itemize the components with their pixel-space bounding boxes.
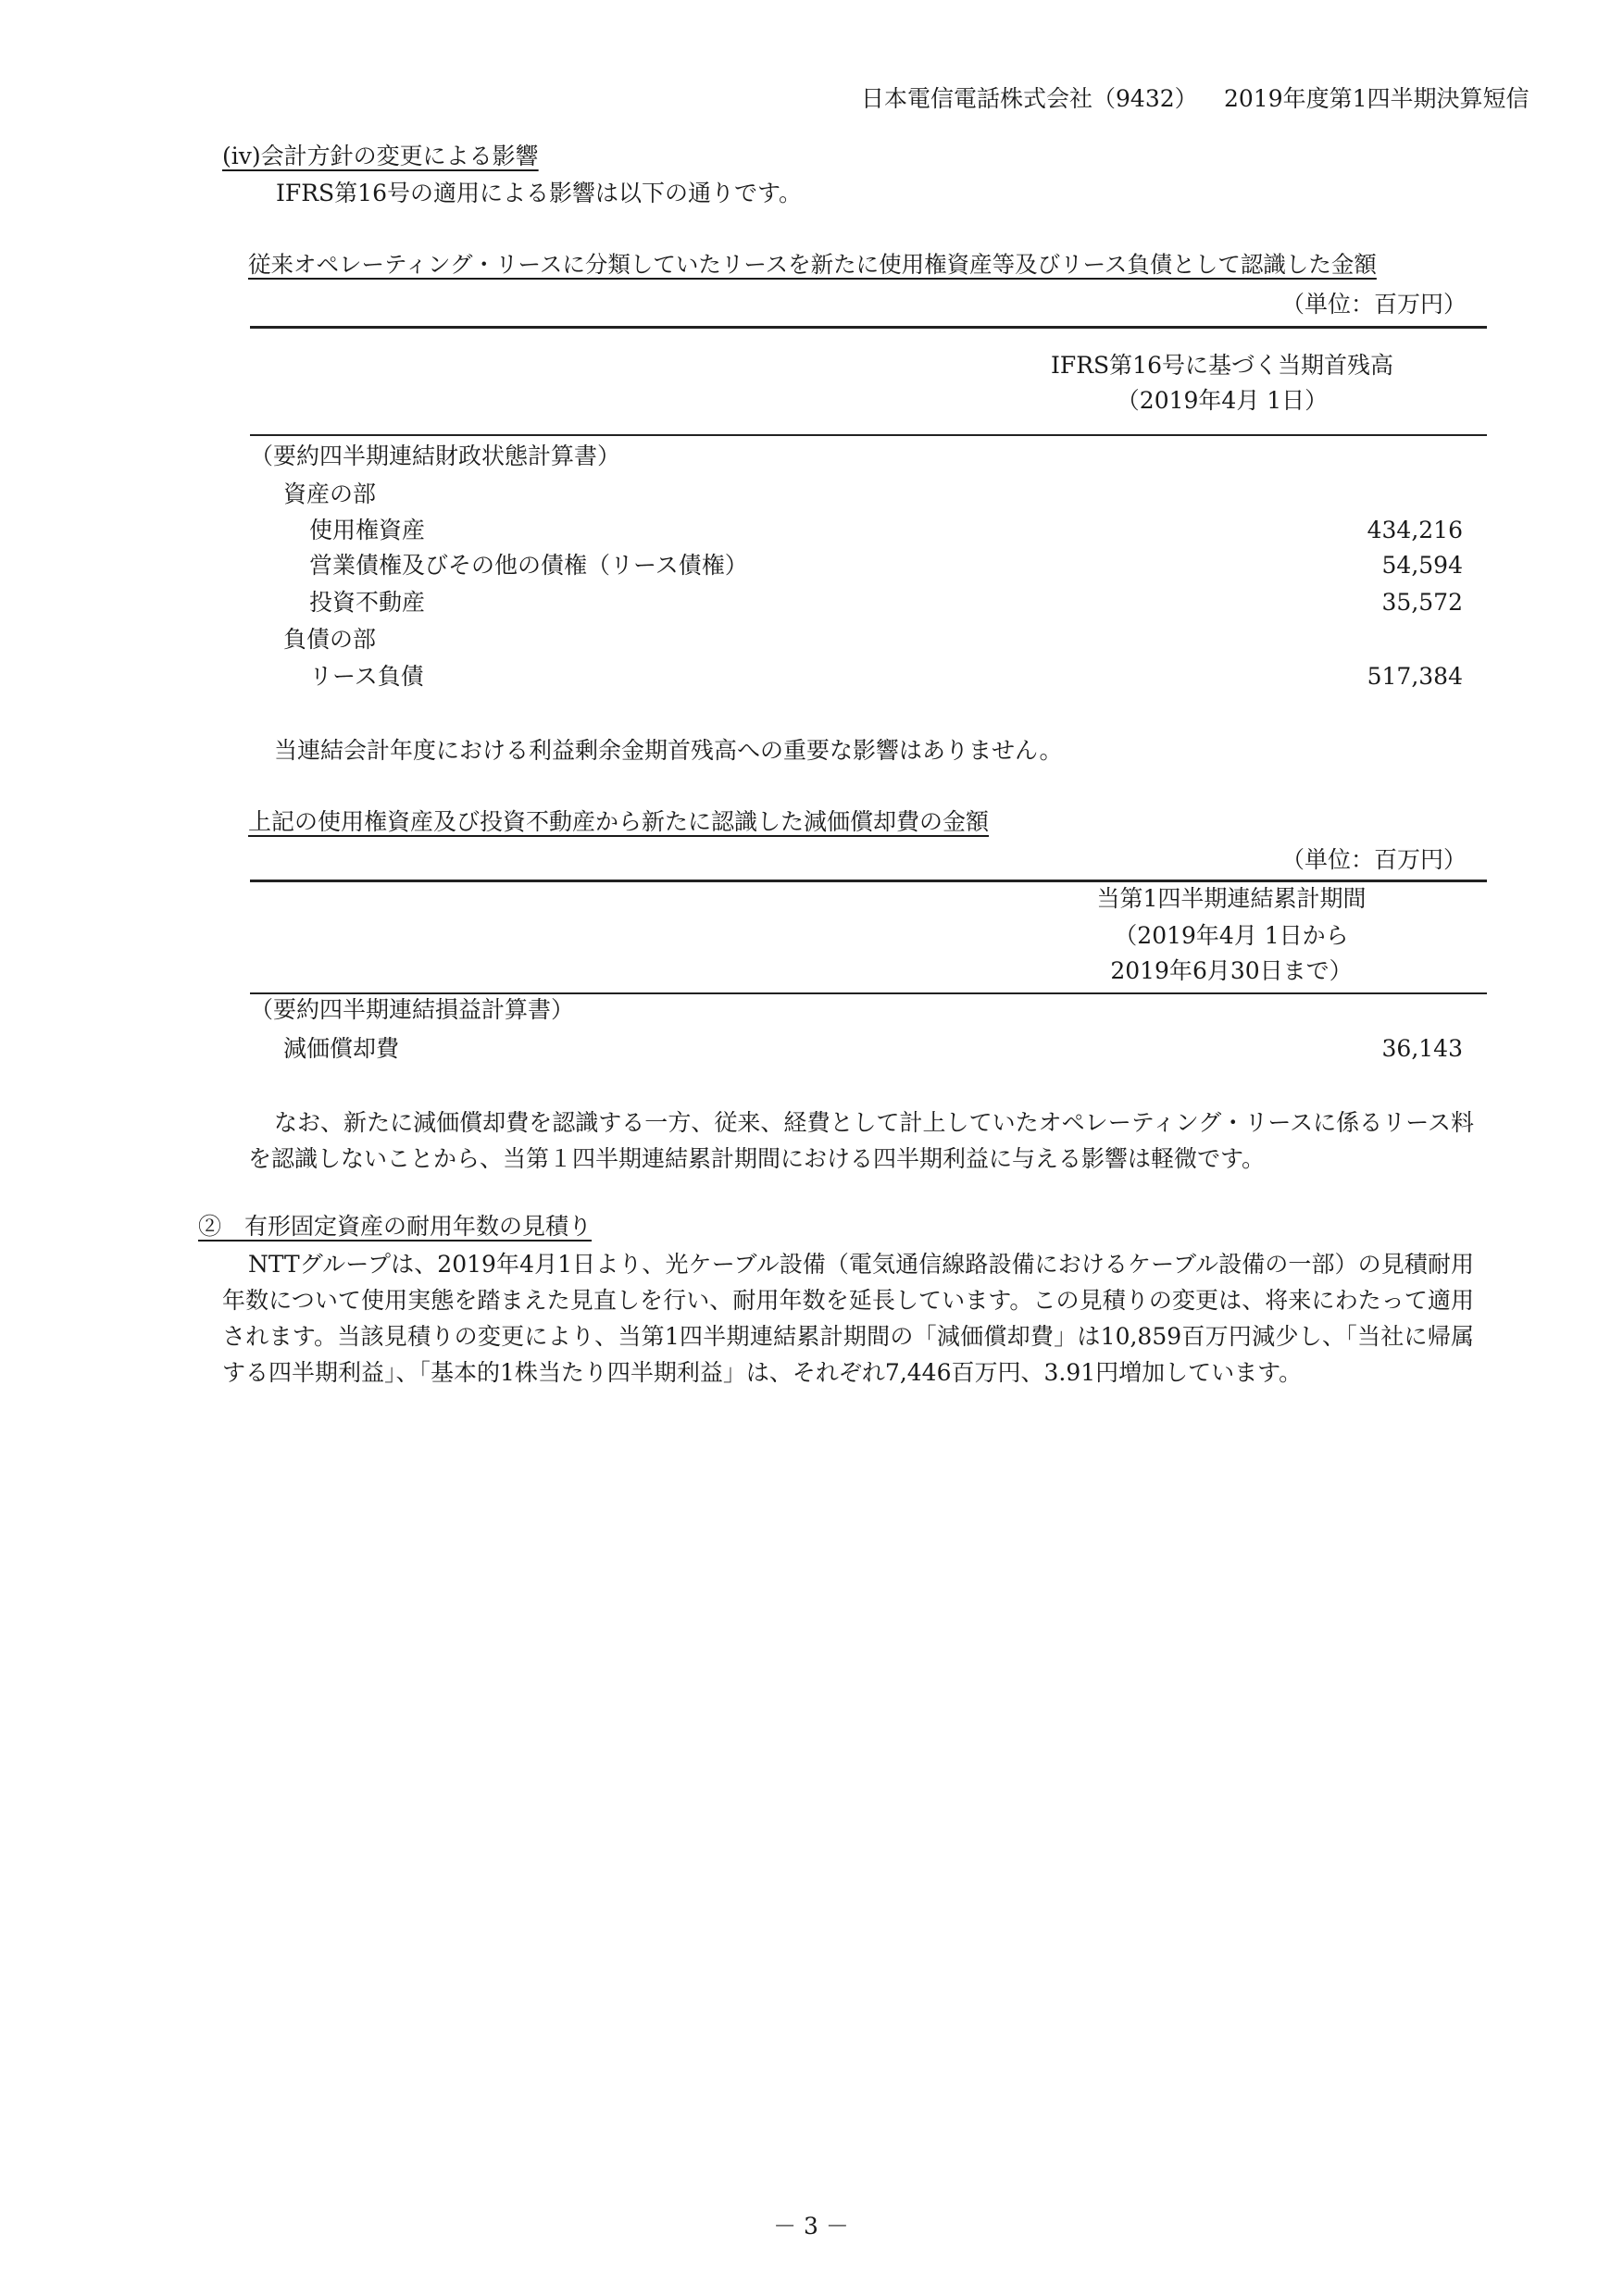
table1-top-rule [250,326,1487,329]
section2-body: NTTグループは、2019年4月1日より、光ケーブル設備（電気通信線路設備におけるケーブル設備の一部）の見積耐用年数について使用実態を踏まえた見直しを行い、耐用年数を延長しています。この見積りの変更は、将来にわたって適用されます。当該見積りの変更により、当第1四半期連結累計期間の「減価償却費」は10,859百万円減少し、「当社に帰属する四半期利益」、「基本的1株当たり四半期利益」は、それぞれ7,446百万円、3.91円増加しています。 [222,1251,1474,1386]
table1-row-label: 使用権資産 [309,517,426,543]
section-iv-heading: (iv)会計方針の変更による影響 [222,143,539,169]
table1-row-label: 営業債権及びその他の債権（リース債権） [309,552,748,579]
table1-unit: （単位：百万円） [1280,291,1467,318]
table2-unit: （単位：百万円） [1280,846,1467,873]
table1-liabilities-label: 負債の部 [283,626,377,653]
table1-row-value: 54,594 [1381,552,1463,579]
table2-top-rule [250,880,1487,882]
table2-row-label: 減価償却費 [283,1035,400,1062]
table1-assets-label: 資産の部 [283,480,377,507]
table1-col-header-line1: IFRS第16号に基づく当期首残高 [1051,352,1393,379]
table1-row-label: リース負債 [309,663,424,690]
header-company: 日本電信電話株式会社（9432） [861,85,1198,112]
table1-row-value: 35,572 [1381,589,1463,616]
table2-col-header-line3: 2019年6月30日まで） [1110,957,1353,984]
table1-row-label: 投資不動産 [309,589,426,616]
table1-header-rule [250,434,1487,436]
table2-title: 上記の使用権資産及び投資不動産から新たに認識した減価償却費の金額 [248,808,990,835]
note-retained-earnings: 当連結会計年度における利益剰余金期首残高への重要な影響はありません。 [274,737,1063,764]
table2-statement-label: （要約四半期連結損益計算書） [250,996,575,1023]
header-report-title: 2019年度第1四半期決算短信 [1224,85,1529,112]
table1-row-value: 517,384 [1367,663,1463,690]
table1-title: 従来オペレーティング・リースに分類していたリースを新たに使用権資産等及びリース負債として認識した金額 [248,251,1377,278]
page-number: － 3 － [773,2213,849,2240]
section-iv-intro: IFRS第16号の適用による影響は以下の通りです。 [276,180,802,206]
table2-header-rule [250,992,1487,994]
table2-col-header-line1: 当第1四半期連結累計期間 [1096,885,1367,912]
section2-heading: ② 有形固定資産の耐用年数の見積り [198,1213,593,1240]
table2-row-value: 36,143 [1381,1035,1463,1062]
table1-row-value: 434,216 [1367,517,1463,543]
table1-col-header-line2: （2019年4月 1日） [1116,387,1329,414]
table1-statement-label: （要約四半期連結財政状態計算書） [250,443,621,469]
note-operating-lease-impact: なお、新たに減価償却費を認識する一方、従来、経費として計上していたオペレーティング・リースに係るリース料を認識しないことから、当第１四半期連結累計期間における四半期利益に与える影響は軽微です。 [248,1109,1474,1172]
table2-col-header-line2: （2019年4月 1日から [1114,922,1349,949]
